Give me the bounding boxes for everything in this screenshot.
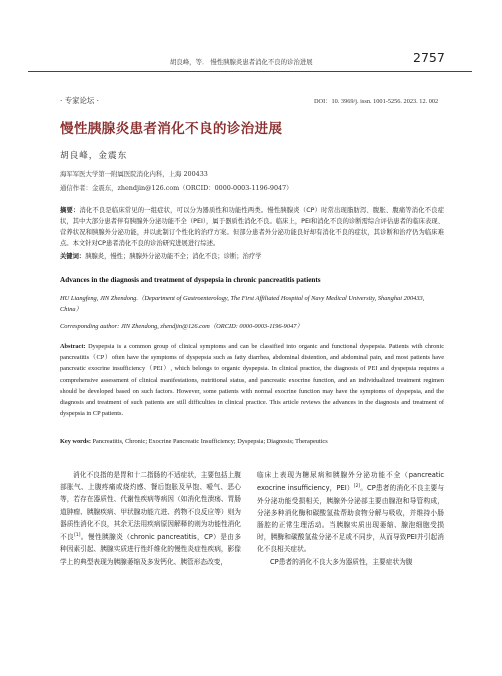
english-keywords-text: Pancreatitis, Chronic; Exocrine Pancreatic Insufficiency; Dyspepsia; Diagnosis; Therapeutics — [92, 438, 328, 445]
page-number: 2757 — [413, 50, 445, 65]
body-column-right — [257, 469, 444, 568]
abstract-cn — [60, 205, 444, 249]
affiliation: 海军军医大学第一附属医院消化内科，上海 200433 — [60, 170, 208, 178]
english-authors: HU Liangfeng, JIN Zhendong.（Department of Gastroenterology, The First Affiliated Hospital of Navy Medical University, Shanghai 200433, China） — [60, 295, 425, 313]
citation-1[interactable]: [1] — [74, 533, 81, 539]
english-corresponding: Corresponding author: JIN Zhendong, zhendjin@126.com（ORCID: 0000-0003-1196-9047） — [60, 323, 303, 330]
body-right-text: 临床上表现为糖尿病和胰腺外分泌功能不全（pancreatic exocrine insufficiency，PEI） — [257, 471, 444, 493]
english-keywords-label: Key words: — [60, 438, 91, 445]
authors: 胡良峰，金震东 — [60, 151, 128, 161]
running-header — [0, 0, 502, 80]
body-right-paragraph-2: CP患者的消化不良大多为器质性，主要症状为腹 — [270, 557, 413, 566]
header-rule — [28, 71, 472, 72]
english-abstract-label: Abstract: — [60, 343, 86, 350]
running-title: 胡良峰，等． 慢性胰腺炎患者消化不良的诊治进展 — [170, 58, 313, 66]
body-left-text-cont: 。慢性胰腺炎（chronic pancreatitis，CP）是由多种因素引起、胰腺实质进行性纤维化的慢性炎症性疾病，影像学上的典型表现为胰腺萎缩及多发钙化、胰管形态改变， — [60, 533, 242, 566]
abstract-cn-label: 摘要： — [60, 207, 80, 214]
body-column-left — [60, 469, 241, 568]
doi: DOI：10. 3969/j. issn. 1001-5256. 2023. 12. 002 — [314, 98, 439, 105]
english-abstract — [60, 341, 444, 419]
body-left-text: 消化不良指的是胃和十二指肠的不适症状，主要包括上腹部胀气、上腹疼痛或烧灼感、餐后饱胀及早饱、嗳气、恶心等，若存在器质性、代谢性疾病等病因（如消化性溃疡、胃肠道肿瘤、胰腺疾病、甲状腺功能亢进、药物不良反应等）则为器质性消化不良，其余无法用疾病原因解释的则为功能性消化不良 — [60, 471, 241, 542]
body-right-text-cont: 。CP患者的消化不良主要与外分泌功能受损相关，胰腺外分泌部主要由腺泡和导管构成，分泌多种消化酶和碳酸氢盐帮助食物分解与吸收，并维持小肠肠腔的正常生理活动。当胰腺实质出现萎缩、腺泡细胞受损时，胰酶和碳酸氢盐分泌不足或不同步，从而导致PEI并引起消化不良相关症状。 — [257, 484, 445, 554]
english-abstract-text: Dyspepsia is a common group of clinical symptoms and can be classified into organic and functional dyspepsia. Patients with chronic pancreatitis（CP）often have the symptoms of dyspepsia such as fatty diarrhea, abdominal distention, and abdominal pain, and most patients have pancreatic exocrine insufficiency（PEI）, which belongs to organic dyspepsia. In clinical practice, the diagnosis of PEI and dyspepsia requires a comprehensive assessment of clinical manifestations, nutritional status, and pancreatic exocrine function, and an individualized treatment regimen should be developed based on such factors. However, some patients with normal exocrine function may have the symptoms of dyspepsia, and the diagnosis and treatment of such patients are still difficulties in clinical practice. This article reviews the advances in the diagnosis and treatment of dyspepsia in CP patients. — [60, 343, 444, 418]
article-title: 慢性胰腺炎患者消化不良的诊治进展 — [60, 121, 283, 137]
keywords-cn — [60, 251, 444, 260]
english-keywords — [60, 438, 444, 445]
english-title: Advances in the diagnosis and treatment of dyspepsia in chronic pancreatitis patients — [60, 276, 321, 284]
keywords-cn-label: 关键词： — [60, 253, 86, 260]
column-name: · 专家论坛 · — [60, 96, 99, 105]
citation-2[interactable]: [2] — [353, 484, 361, 490]
correspondence: 通信作者：金震东，zhendjin@126.com（ORCID：0000-0003-1196-9047） — [60, 184, 293, 192]
abstract-cn-text: 消化不良是临床常见的一组症状，可以分为器质性和功能性两类。慢性胰腺炎（CP）时常出现脂肪泻、腹胀、腹痛等消化不良症状，其中大部分患者伴有胰腺外分泌功能不全（PEI），属于器质性消化不良。临床上，PEI和消化不良的诊断需综合评估患者的临床表现、营养状况和胰腺外分泌功能，并以此制订个性化的治疗方案。但部分患者外分泌功能良好却有消化不良的症状，其诊断和治疗仍为临床难点。本文针对CP患者消化不良的诊治研究进展进行综述。 — [60, 207, 445, 248]
keywords-cn-text: 胰腺炎，慢性；胰腺外分泌功能不全；消化不良；诊断；治疗学 — [85, 253, 262, 260]
